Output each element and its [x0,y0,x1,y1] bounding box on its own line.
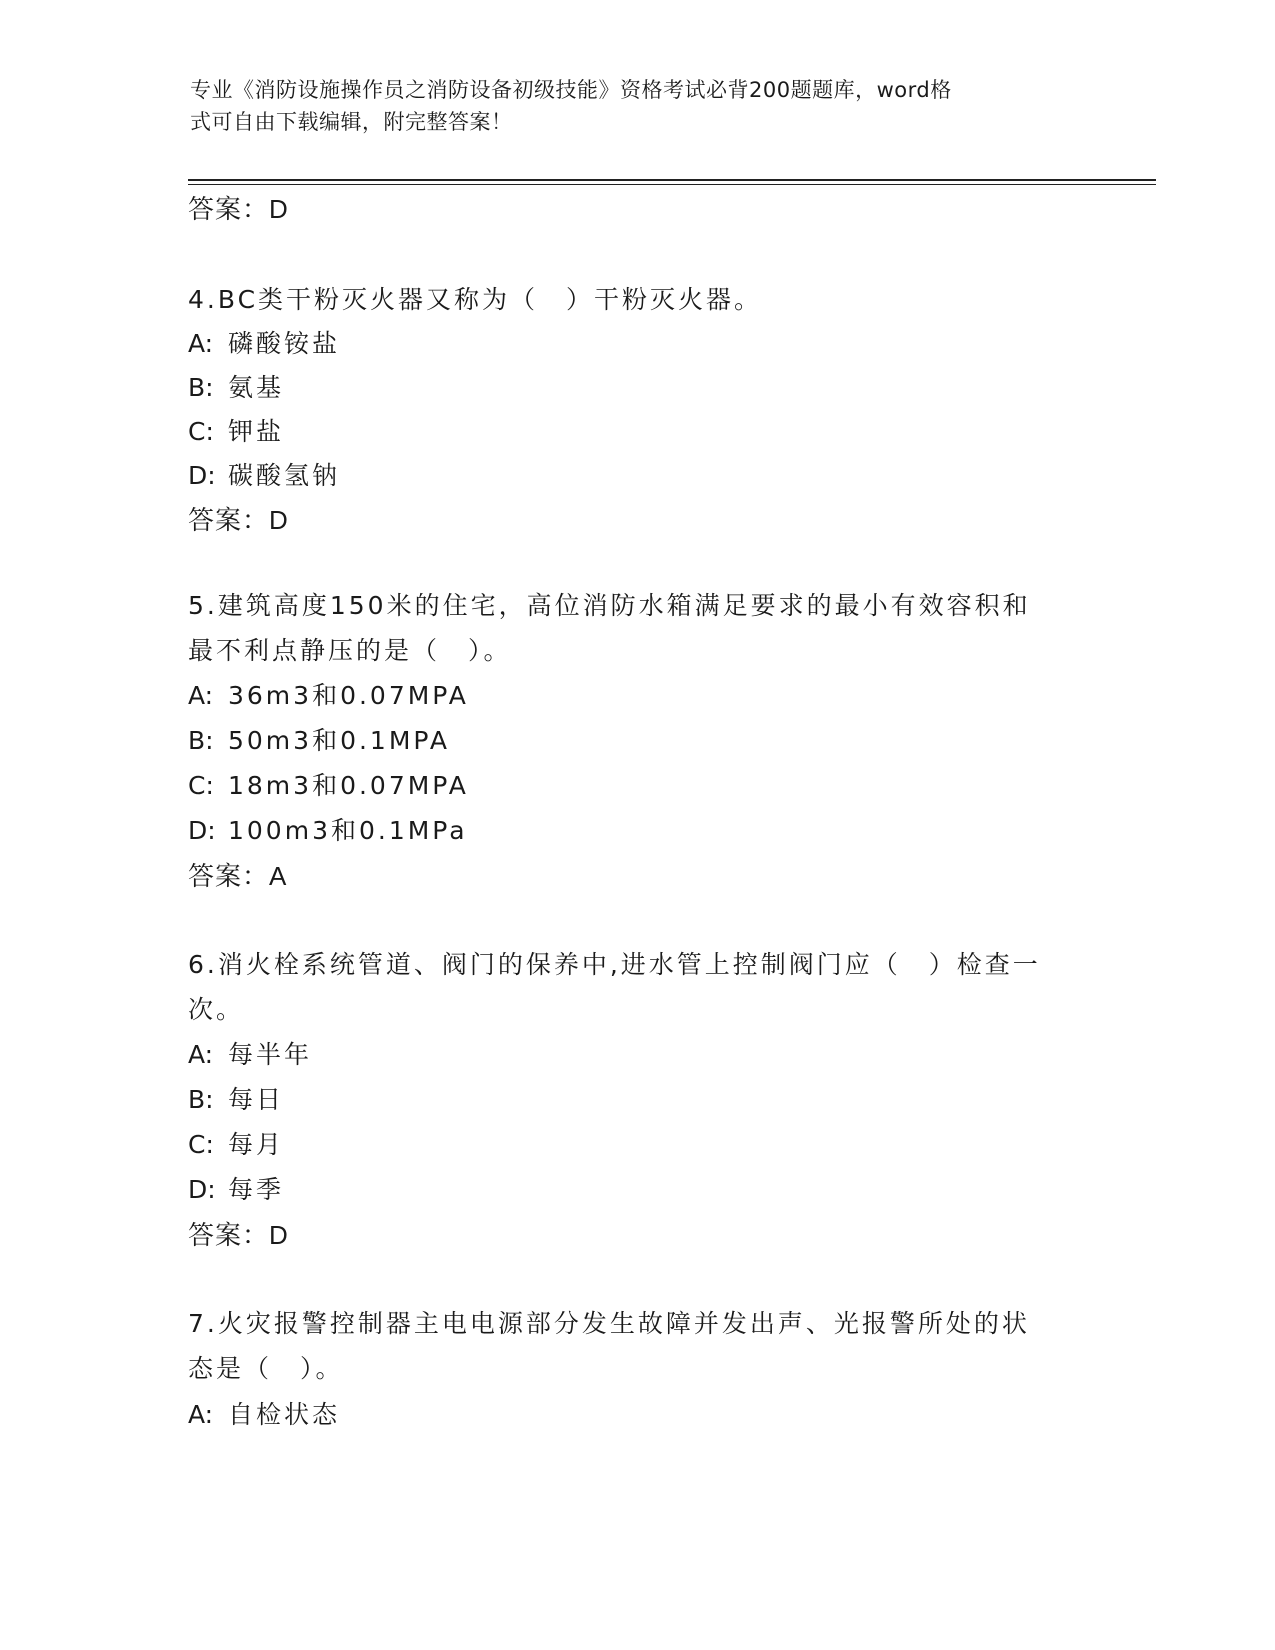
header-divider-thin [188,184,1156,185]
question-5-answer: 答案：A [188,861,288,891]
option-text: 每月 [228,1130,285,1159]
option-text: 碳酸氢钠 [228,461,341,490]
question-6-option-b [188,1083,284,1117]
option-text: 36m3和0.07MPA [228,681,469,710]
answer-prev: 答案：D [188,194,289,224]
question-6-option-c [188,1128,284,1162]
option-text: 每日 [228,1085,285,1114]
option-letter: D: [188,816,216,845]
option-letter: D: [188,461,216,490]
question-4-option-a [188,327,340,361]
option-text: 50m3和0.1MPA [228,726,450,755]
question-4-option-d [188,459,340,493]
option-text: 100m3和0.1MPa [228,816,468,845]
question-5-option-b [188,724,450,758]
question-7-stem-line-2: 态是（ ）。 [188,1354,344,1383]
question-4-option-b [188,371,284,405]
question-4-answer: 答案：D [188,505,289,535]
option-text: 自检状态 [228,1400,341,1429]
question-6-stem-line-1: 6.消火栓系统管道、阀门的保养中,进水管上控制阀门应（ ）检查一 [188,950,1041,979]
header-divider-thick [188,179,1156,181]
option-text: 磷酸铵盐 [228,329,341,358]
option-text: 钾盐 [228,417,285,446]
header-line-2: 式可自由下载编辑，附完整答案！ [190,110,513,134]
option-letter: B: [188,373,214,402]
question-6-option-a [188,1038,312,1072]
question-5-stem-line-2: 最不利点静压的是（ ）。 [188,636,512,665]
option-text: 每季 [228,1175,285,1204]
option-text: 18m3和0.07MPA [228,771,469,800]
question-5-stem-line-1: 5.建筑高度150米的住宅，高位消防水箱满足要求的最小有效容积和 [188,591,1031,620]
option-letter: C: [188,417,214,446]
option-letter: B: [188,726,214,755]
question-6-option-d [188,1173,284,1207]
question-4-option-c [188,415,284,449]
option-letter: D: [188,1175,216,1204]
option-text: 每半年 [228,1040,313,1069]
option-letter: A: [188,681,214,710]
document-header [190,74,1080,138]
option-letter: A: [188,1400,214,1429]
question-5-option-d [188,814,468,848]
question-6-answer: 答案：D [188,1220,289,1250]
option-letter: A: [188,1040,214,1069]
option-letter: C: [188,771,214,800]
option-text: 氨基 [228,373,285,402]
question-5-option-a [188,679,469,713]
question-6-stem-line-2: 次。 [188,995,245,1024]
option-letter: C: [188,1130,214,1159]
question-7-option-a [188,1398,340,1432]
option-letter: B: [188,1085,214,1114]
question-7-stem-line-1: 7.火灾报警控制器主电电源部分发生故障并发出声、光报警所处的状 [188,1309,1030,1338]
question-5-option-c [188,769,469,803]
option-letter: A: [188,329,214,358]
header-line-1: 专业《消防设施操作员之消防设备初级技能》资格考试必背200题题库，word格 [190,78,952,102]
question-4-stem: 4.BC类干粉灭火器又称为（ ）干粉灭火器。 [188,285,763,314]
